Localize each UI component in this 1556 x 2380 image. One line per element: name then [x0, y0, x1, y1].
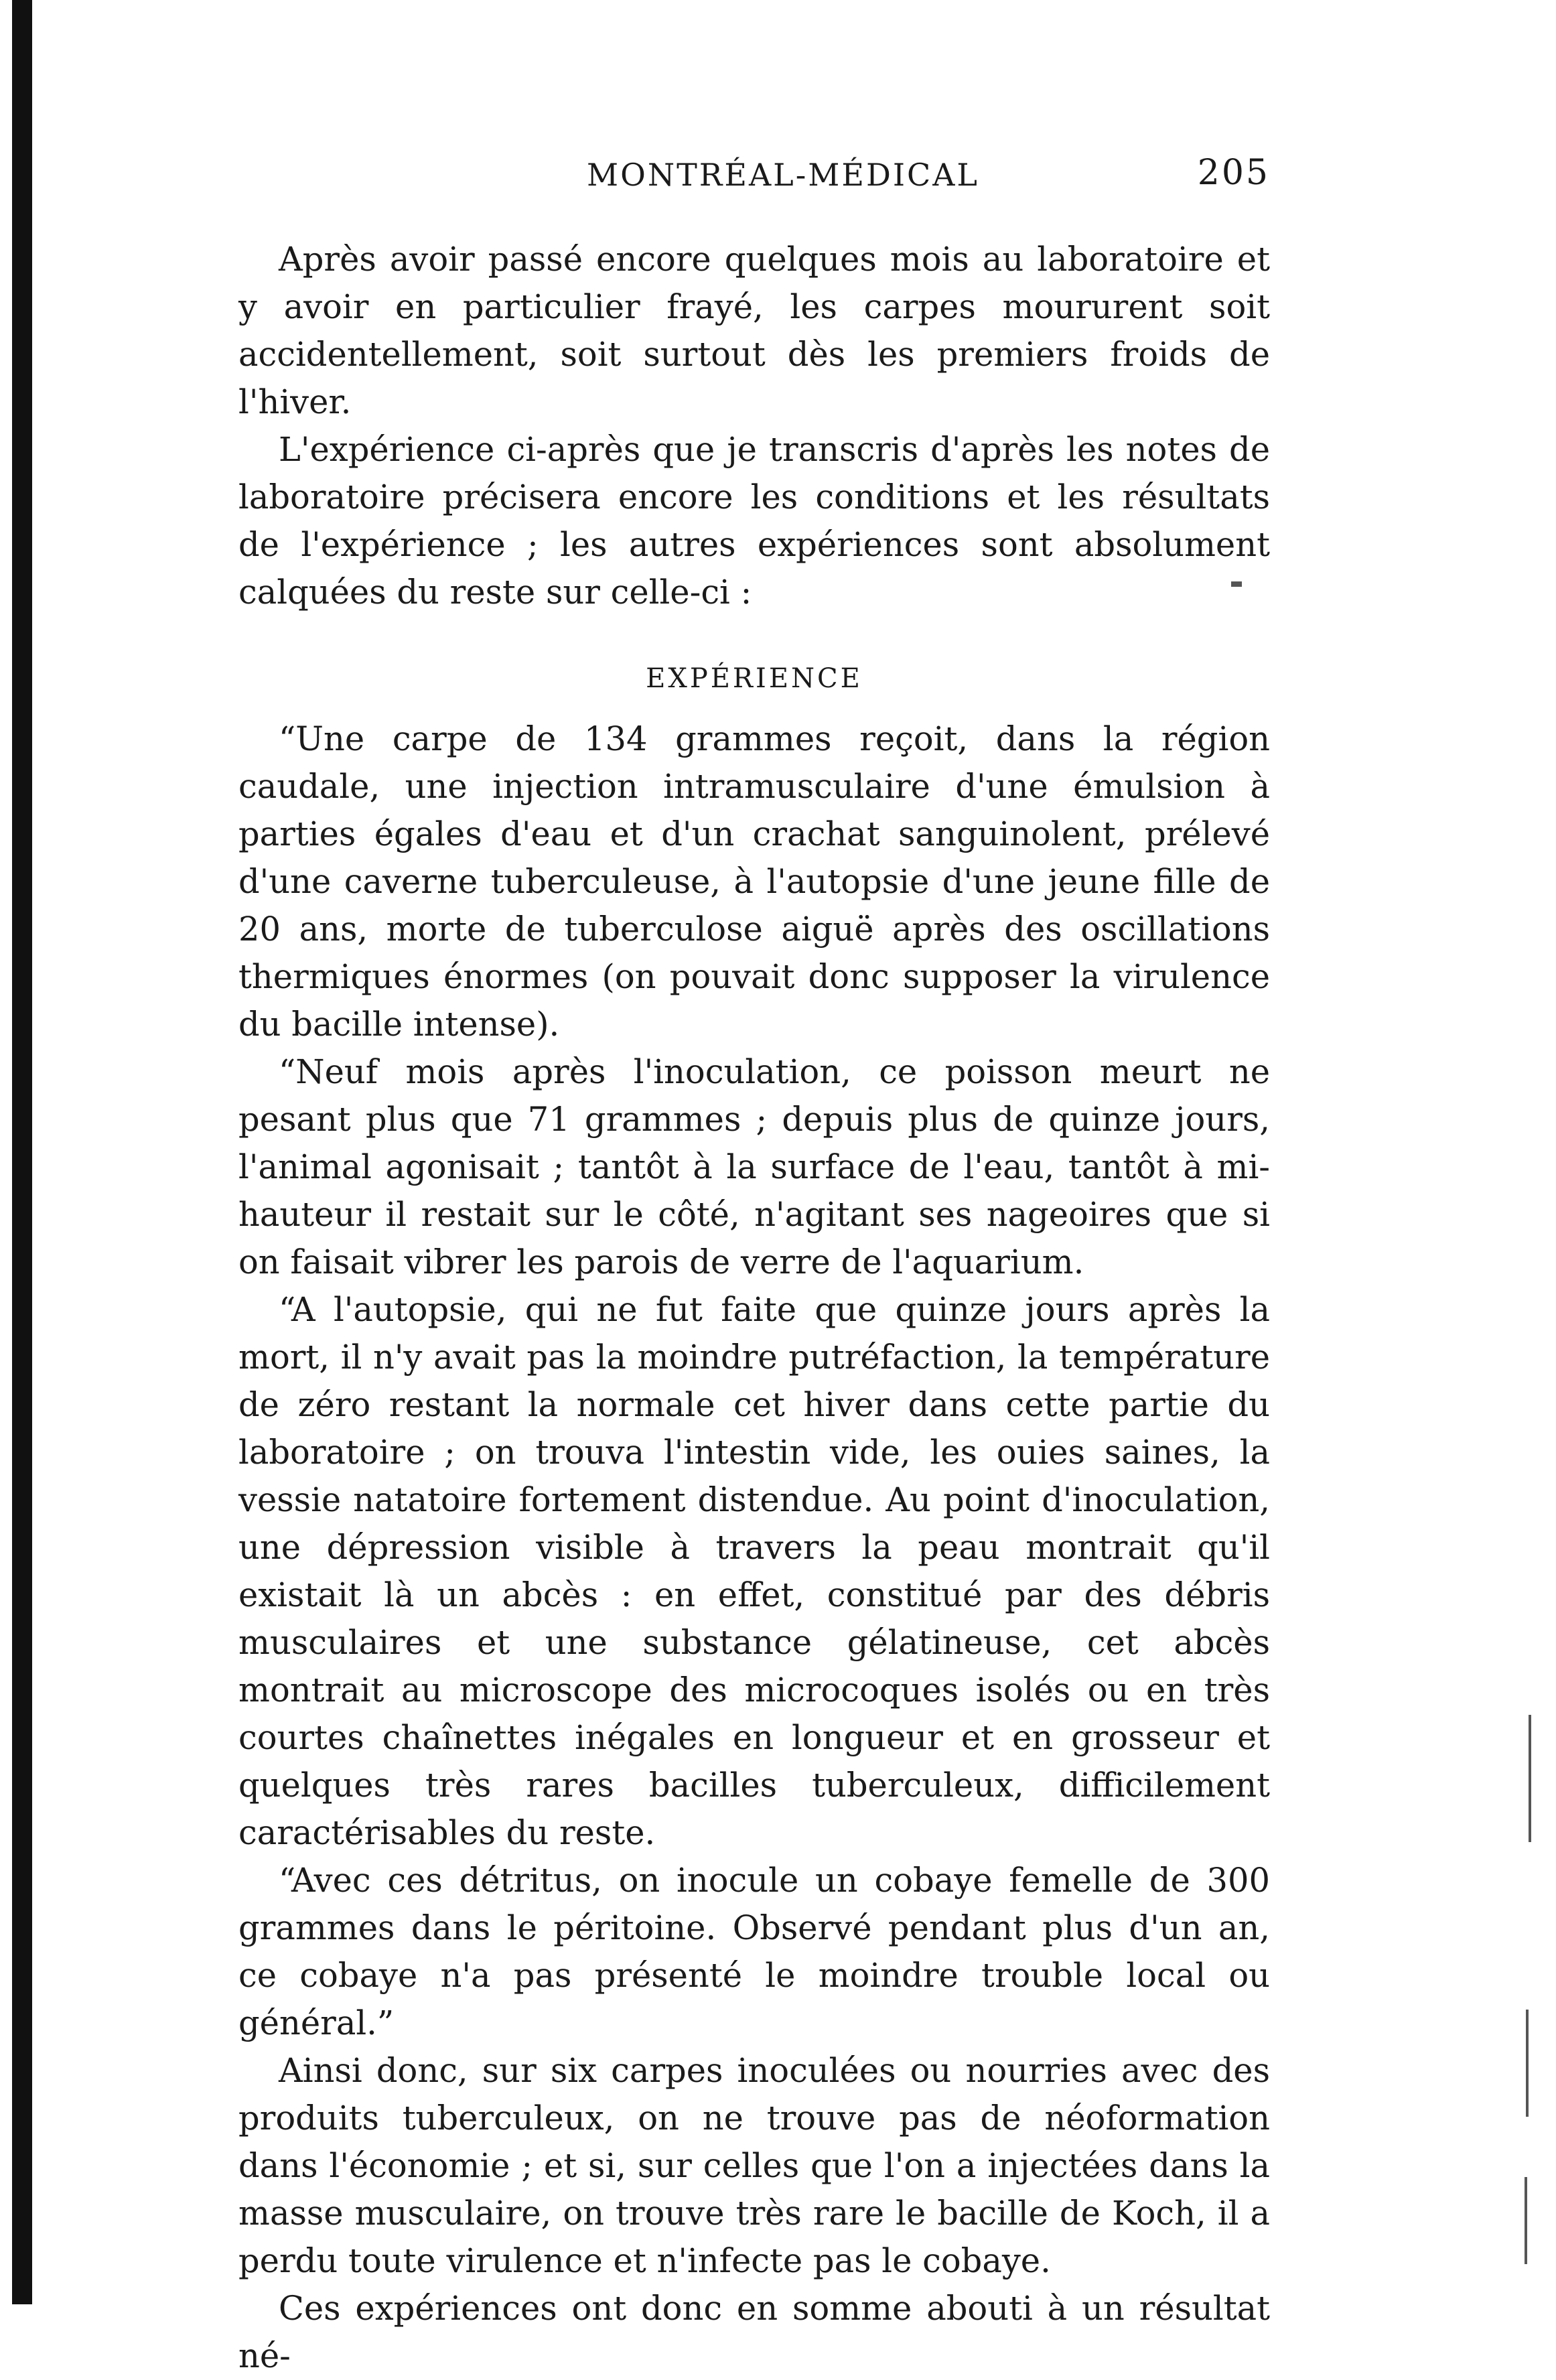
section-heading: EXPÉRIENCE [646, 663, 863, 694]
paragraph: L'expérience ci-après que je transcris d'après les notes de laboratoire précisera encore les conditions et les résultats de l'expérience ; les autres expériences sont absolument calquées du reste sur celle-ci : [238, 430, 1270, 612]
paragraph: “A l'autopsie, qui ne fut faite que quinze jours après la mort, il n'y avait pas la moindre putréfaction, la température de zéro restant la normale cet hiver dans cette partie du laboratoire ; on trouva l'intestin vide, les ouies saines, la vessie natatoire fortement distendue. Au point d'inoculation, une dépression visible à travers la peau montrait qu'il existait là un abcès : en effet, constitué par des débris musculaires et une substance gélatineuse, cet abcès montrait au microscope des microcoques isolés ou en très courtes chaînettes inégales en longueur et en grosseur et quelques très rares bacilles tuberculeux, difficilement caractérisables du reste. [238, 1290, 1270, 1852]
scan-border [12, 0, 32, 2304]
paragraph: Ainsi donc, sur six carpes inoculées ou nourries avec des produits tuberculeux, on ne trouve pas de néoformation dans l'économie ; et si, sur celles que l'on a injectées dans la masse musculaire, on trouve très rare le bacille de Koch, il a perdu toute virulence et n'infecte pas le cobaye. [238, 2051, 1270, 2280]
running-head [238, 147, 1270, 194]
paragraph: Ces expériences ont donc en somme abouti à un résultat né- [238, 2289, 1270, 2375]
paragraph: Après avoir passé encore quelques mois au laboratoire et y avoir en particulier frayé, les carpes moururent soit accidentellement, soit surtout dès les premiers froids de l'hiver. [238, 240, 1270, 421]
body-text [238, 236, 1270, 2380]
paragraph: “Avec ces détritus, on inocule un cobaye femelle de 300 grammes dans le péritoine. Observé pendant plus d'un an, ce cobaye n'a pas présenté le moindre trouble local ou général.” [238, 1861, 1270, 2042]
scan-speck [1529, 1715, 1531, 1842]
running-title: MONTRÉAL-MÉDICAL [587, 157, 979, 193]
scan-speck [1525, 2177, 1527, 2264]
paragraph: “Neuf mois après l'inoculation, ce poisson meurt ne pesant plus que 71 grammes ; depuis plus de quinze jours, l'animal agonisait ; tantôt à la surface de l'eau, tantôt à mi-hauteur il restait sur le côté, n'agitant ses nageoires que si on faisait vibrer les parois de verre de l'aquarium. [238, 1052, 1270, 1281]
page-number: 205 [1197, 153, 1270, 193]
book-page [238, 147, 1270, 2380]
scan-speck [1526, 2010, 1529, 2117]
paragraph: “Une carpe de 134 grammes reçoit, dans la région caudale, une injection intramusculaire d'une émulsion à parties égales d'eau et d'un crachat sanguinolent, prélevé d'une caverne tuberculeuse, à l'autopsie d'une jeune fille de 20 ans, morte de tuberculose aiguë après des oscillations thermiques énormes (on pouvait donc supposer la virulence du bacille intense). [238, 719, 1270, 1044]
